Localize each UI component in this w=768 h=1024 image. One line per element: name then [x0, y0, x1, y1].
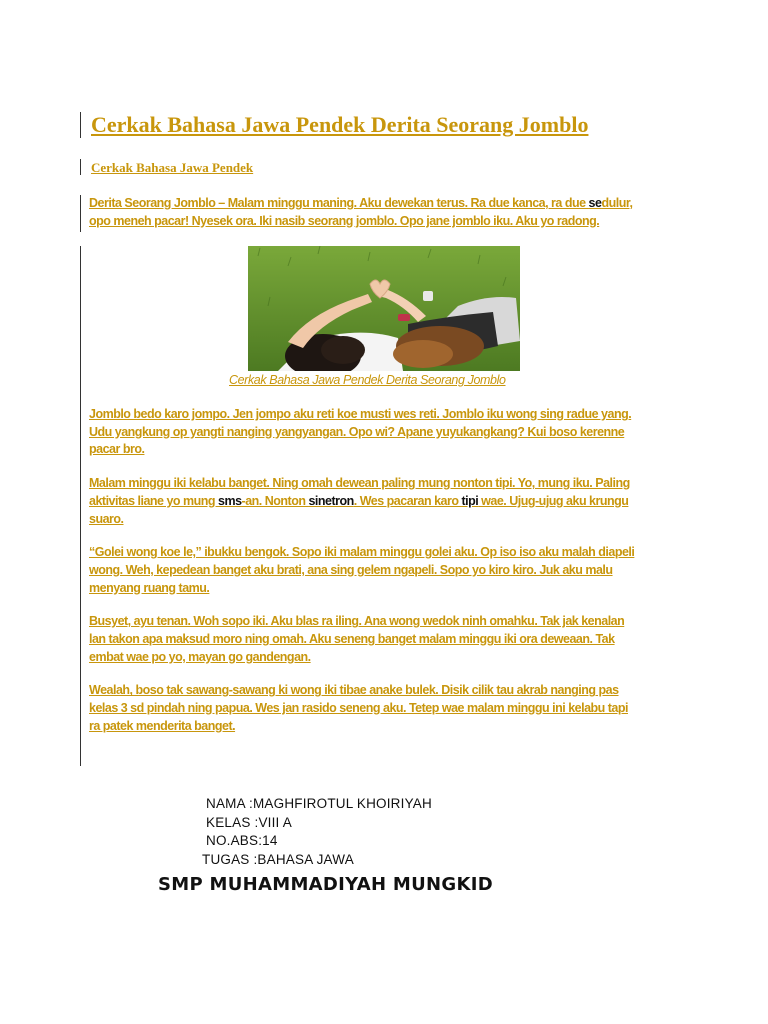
class-row: [200, 815, 600, 834]
task-row: [200, 852, 600, 871]
margin-bar: [80, 112, 81, 138]
name-label: NAMA :: [206, 796, 253, 811]
article-subtitle-link[interactable]: Cerkak Bahasa Jawa Pendek: [91, 160, 254, 175]
name-row: [200, 796, 600, 815]
image-caption-link[interactable]: Cerkak Bahasa Jawa Pendek Derita Seorang Jomblo: [229, 373, 506, 387]
task-value: BAHASA JAWA: [257, 851, 354, 867]
story-paragraph: Wealah, boso tak sawang-sawang ki wong iki tibae anake bulek. Disik cilik tau akrab nanging pas kelas 3 sd pindah ning papua. Wes jan rasido seneng aku. Tetep wae malam minggu ini kelabu tapi ra patek menderita banget.: [89, 683, 628, 733]
margin-bar: [80, 246, 81, 766]
margin-bar: [80, 159, 81, 175]
couple-photo: [248, 246, 520, 371]
story-paragraph: Malam minggu iki kelabu banget. Ning omah dewean paling mung nonton tipi. Yo, mung iku. Paling aktivitas liane yo mung sms-an. Nonton sinetron. Wes pacaran karo tipi wae. Ujug-ujug aku krungu suaro.: [89, 476, 630, 526]
abs-row: [200, 833, 600, 852]
school-name: SMP MUHAMMADIYAH MUNGKID: [158, 874, 493, 895]
abs-value: 14: [262, 833, 278, 848]
student-info: [200, 796, 600, 870]
intro-paragraph[interactable]: Derita Seorang Jomblo – Malam minggu maning. Aku dewekan terus. Ra due kanca, ra due sedulur, opo meneh pacar! Nyesek ora. Iki nasib seorang jomblo. Opo jane jomblo iku. Aku yo radong.: [89, 196, 633, 228]
task-label: TUGAS :: [202, 851, 258, 867]
story-paragraph: Jomblo bedo karo jompo. Jen jompo aku reti koe musti wes reti. Jomblo iku wong sing radue yang. Udu yangkung op yangti nanging yangyangan. Opo wi? Apane yuyukangkang? Kui boso kerenne pacar bro.: [89, 407, 632, 457]
story-paragraph: Busyet, ayu tenan. Woh sopo iki. Aku blas ra iling. Ana wong wedok ninh omahku. Tak jak kenalan lan takon apa maksud moro ning omah. Aku seneng banget malam minggu iki ora deweaan. Tak embat wae po yo, mayan go gandengan.: [89, 614, 625, 664]
class-value: VIII A: [258, 814, 292, 830]
article-title-link[interactable]: Cerkak Bahasa Jawa Pendek Derita Seorang Jomblo: [91, 112, 589, 137]
class-label: KELAS :: [206, 814, 259, 830]
abs-label: NO.ABS:: [206, 833, 263, 848]
story-paragraph: “Golei wong koe le,” ibukku bengok. Sopo iki malam minggu golei aku. Op iso iso aku malah diapeli wong. Weh, kepedean banget aku brati, ana sing gelem ngapeli. Sopo yo kiro kiro. Juk aku malu menyang ruang tamu.: [89, 545, 635, 595]
name-value: MAGHFIROTUL KHOIRIYAH: [252, 796, 432, 811]
story-body[interactable]: [89, 406, 689, 752]
margin-bar: [80, 195, 81, 232]
